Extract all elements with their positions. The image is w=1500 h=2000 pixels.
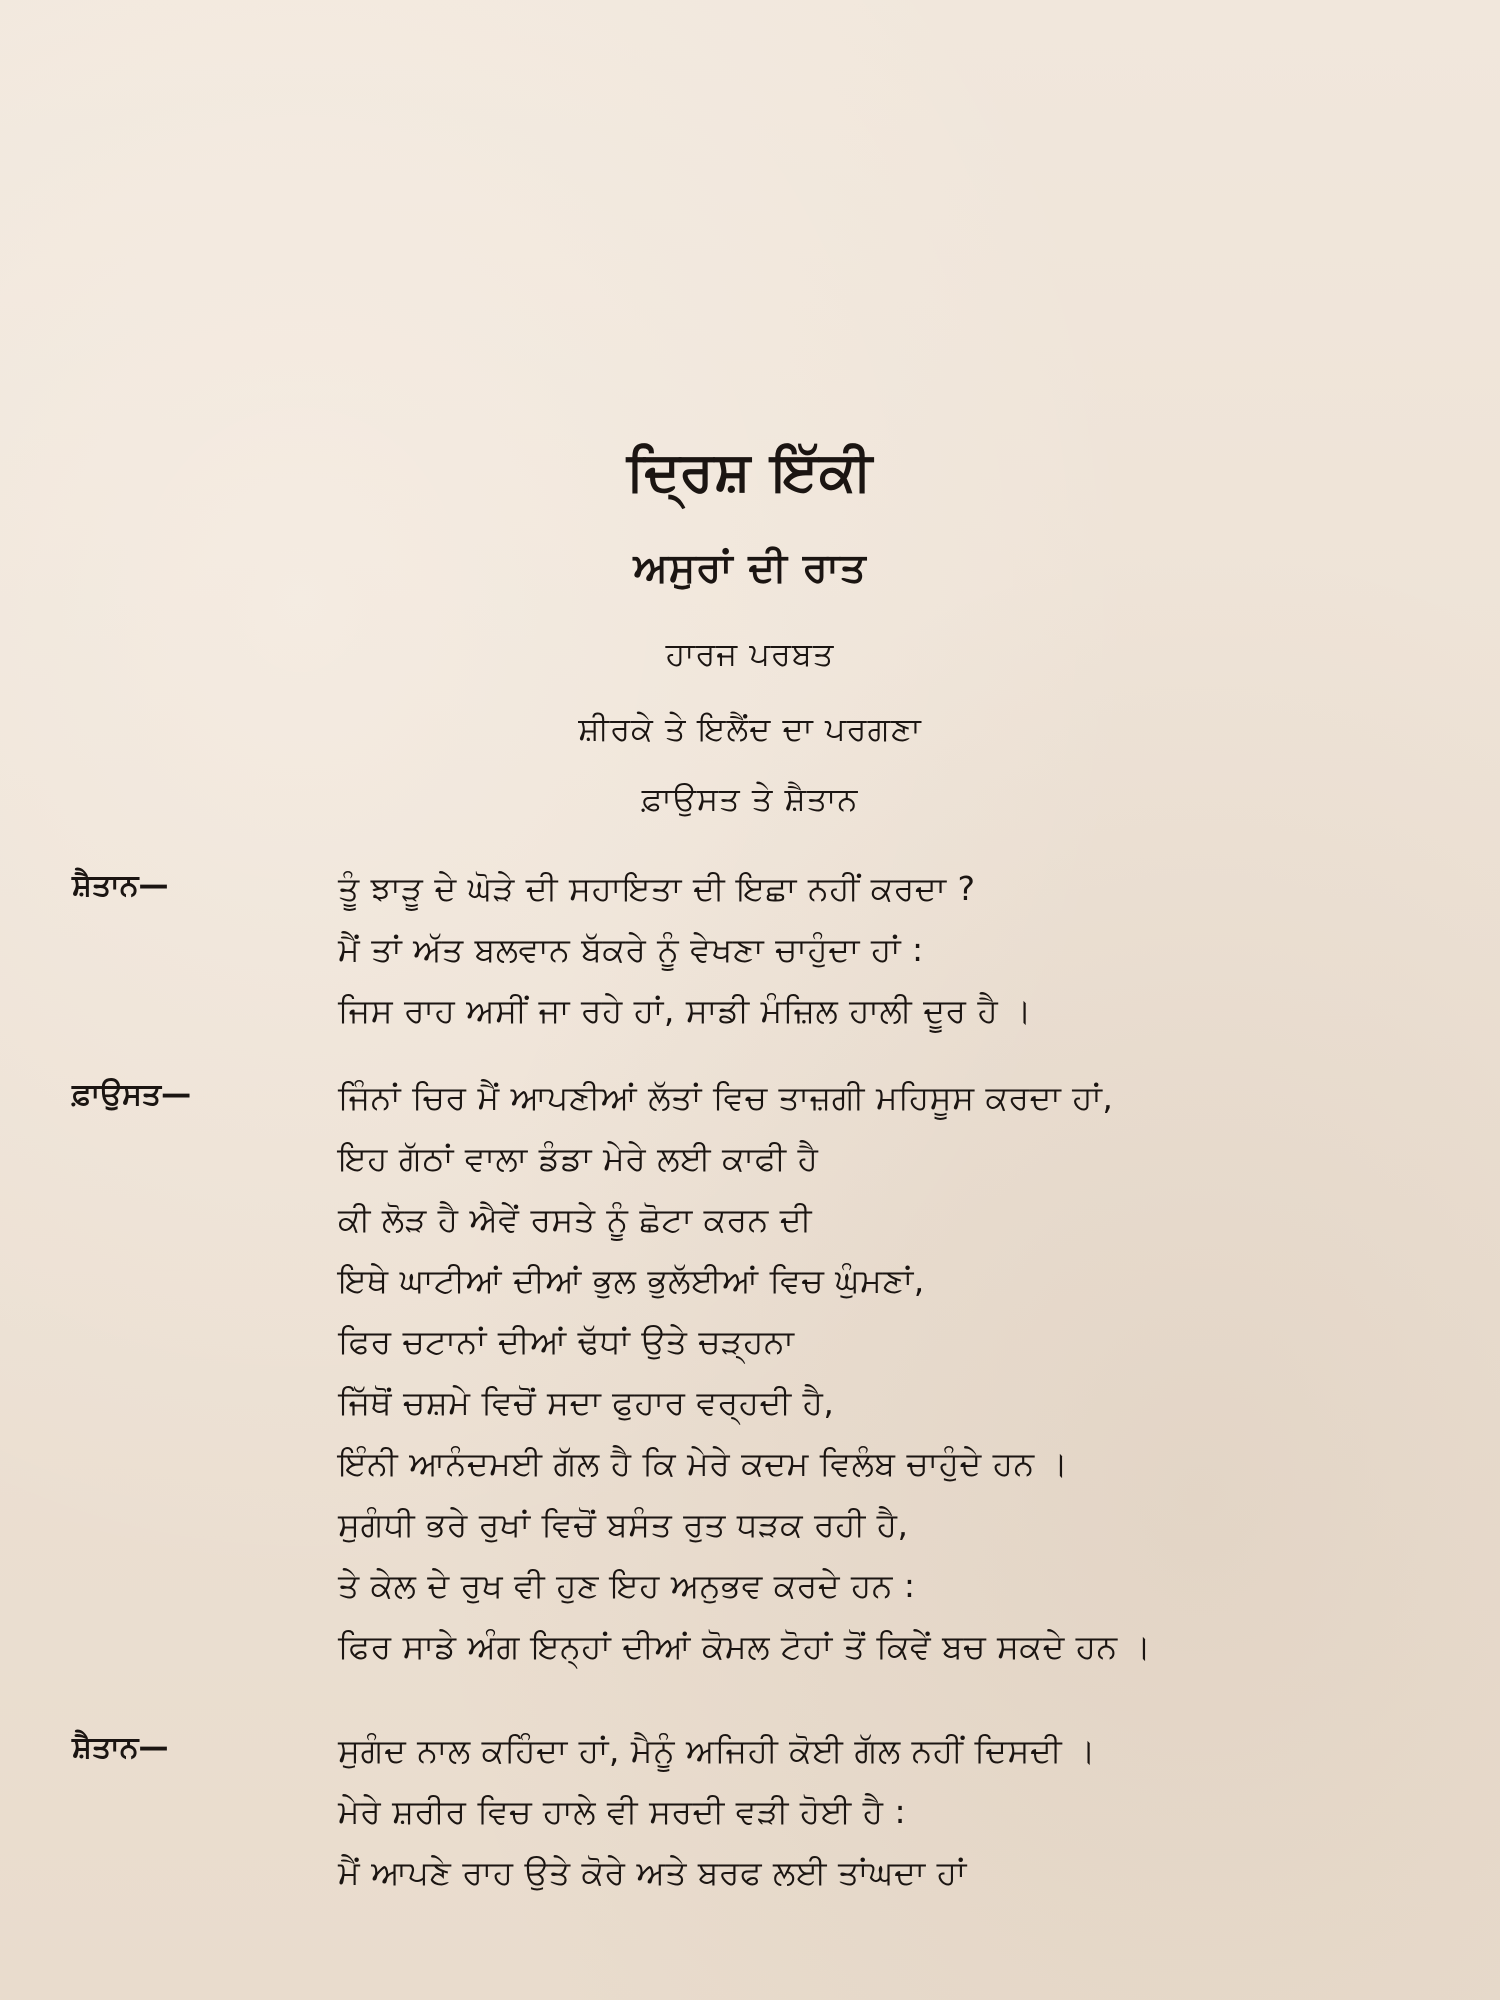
scene-region: ਸ਼ੀਰਕੇ ਤੇ ਇਲੈਂਦ ਦਾ ਪਰਗਣਾ bbox=[578, 710, 922, 748]
speaker-name: ਸ਼ੈਤਾਨ— bbox=[72, 868, 169, 903]
speech-lines bbox=[338, 1720, 1458, 1903]
verse-line: ਜਿਸ ਰਾਹ ਅਸੀਂ ਜਾ ਰਹੇ ਹਾਂ, ਸਾਡੀ ਮੰਜ਼ਿਲ ਹਾਲੀ ਦੂਰ ਹੈ । bbox=[338, 991, 1033, 1030]
verse-line: ਕੀ ਲੋੜ ਹੈ ਐਵੇਂ ਰਸਤੇ ਨੂੰ ਛੋਟਾ ਕਰਨ ਦੀ bbox=[338, 1200, 813, 1239]
scene-subtitle: ਅਸੁਰਾਂ ਦੀ ਰਾਤ bbox=[633, 545, 867, 591]
scene-characters: ਫ਼ਾਉਸਤ ਤੇ ਸ਼ੈਤਾਨ bbox=[641, 780, 859, 818]
verse-line: ਮੈਂ ਆਪਣੇ ਰਾਹ ਉਤੇ ਕੋਰੇ ਅਤੇ ਬਰਫ ਲਈ ਤਾਂਘਦਾ ਹਾਂ bbox=[338, 1853, 967, 1892]
verse-line: ਮੈਂ ਤਾਂ ਅੱਤ ਬਲਵਾਨ ਬੱਕਰੇ ਨੂੰ ਵੇਖਣਾ ਚਾਹੁੰਦਾ ਹਾਂ : bbox=[338, 930, 924, 969]
speech-lines bbox=[338, 858, 1458, 1041]
verse-line: ਫਿਰ ਚਟਾਨਾਂ ਦੀਆਂ ਢੱਧਾਂ ਉਤੇ ਚੜ੍ਹਨਾ bbox=[338, 1322, 795, 1361]
verse-line: ਇੰਨੀ ਆਨੰਦਮਈ ਗੱਲ ਹੈ ਕਿ ਮੇਰੇ ਕਦਮ ਵਿਲੰਬ ਚਾਹੁੰਦੇ ਹਨ । bbox=[338, 1444, 1069, 1483]
scene-title: ਦ੍ਰਿਸ਼ ਇੱਕੀ bbox=[626, 440, 874, 503]
verse-line: ਜਿੱਥੋਂ ਚਸ਼ਮੇ ਵਿਚੋਂ ਸਦਾ ਫੁਹਾਰ ਵਰ੍ਹਦੀ ਹੈ, bbox=[338, 1383, 835, 1422]
verse-line: ਮੇਰੇ ਸ਼ਰੀਰ ਵਿਚ ਹਾਲੇ ਵੀ ਸਰਦੀ ਵੜੀ ਹੋਈ ਹੈ : bbox=[338, 1792, 907, 1831]
speaker-name: ਫ਼ਾਉਸਤ— bbox=[72, 1077, 192, 1112]
verse-line: ਤੂੰ ਝਾੜੂ ਦੇ ਘੋੜੇ ਦੀ ਸਹਾਇਤਾ ਦੀ ਇਛਾ ਨਹੀਂ ਕਰਦਾ ? bbox=[338, 869, 976, 908]
scene-place: ਹਾਰਜ ਪਰਬਤ bbox=[665, 635, 835, 673]
speech-lines bbox=[338, 1067, 1458, 1677]
verse-line: ਇਹ ਗੱਠਾਂ ਵਾਲਾ ਡੰਡਾ ਮੇਰੇ ਲਈ ਕਾਫੀ ਹੈ bbox=[338, 1139, 819, 1178]
verse-line: ਸੁਗੰਦ ਨਾਲ ਕਹਿੰਦਾ ਹਾਂ, ਮੈਨੂੰ ਅਜਿਹੀ ਕੋਈ ਗੱਲ ਨਹੀਂ ਦਿਸਦੀ । bbox=[338, 1731, 1096, 1770]
verse-line: ਤੇ ਕੇਲ ਦੇ ਰੁਖ ਵੀ ਹੁਣ ਇਹ ਅਨੁਭਵ ਕਰਦੇ ਹਨ : bbox=[338, 1566, 916, 1605]
verse-line: ਸੁਗੰਧੀ ਭਰੇ ਰੁਖਾਂ ਵਿਚੋਂ ਬਸੰਤ ਰੁਤ ਧੜਕ ਰਹੀ ਹੈ, bbox=[338, 1505, 909, 1544]
verse-line: ਜਿੰਨਾਂ ਚਿਰ ਮੈਂ ਆਪਣੀਆਂ ਲੱਤਾਂ ਵਿਚ ਤਾਜ਼ਗੀ ਮਹਿਸੂਸ ਕਰਦਾ ਹਾਂ, bbox=[338, 1078, 1114, 1117]
speaker-name: ਸ਼ੈਤਾਨ— bbox=[72, 1730, 169, 1765]
verse-line: ਫਿਰ ਸਾਡੇ ਅੰਗ ਇਨ੍ਹਾਂ ਦੀਆਂ ਕੋਮਲ ਟੋਹਾਂ ਤੋਂ ਕਿਵੇਂ ਬਚ ਸਕਦੇ ਹਨ । bbox=[338, 1627, 1152, 1666]
verse-line: ਇਥੇ ਘਾਟੀਆਂ ਦੀਆਂ ਭੁਲ ਭੁਲੱਈਆਂ ਵਿਚ ਘੁੰਮਣਾਂ, bbox=[338, 1261, 925, 1300]
